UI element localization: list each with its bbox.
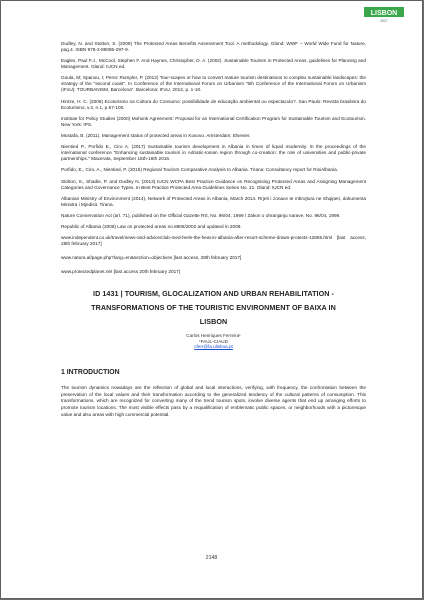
web-reference-item: www.natura.al/page.php?lang=en&section=objectives [last access, 28th february 2017]	[61, 255, 242, 261]
paper-title-line: TRANSFORMATIONS OF THE TOURISTIC ENVIRONMENT OF BAIXA IN	[91, 303, 336, 313]
logo-subtext: 2017	[380, 19, 388, 23]
document-page	[1, 1, 422, 598]
reference-list	[61, 41, 366, 275]
section-heading: 1 INTRODUCTION	[61, 369, 120, 377]
web-reference-item: www.protectedplanet.net [last access 20th february 2017]	[61, 269, 181, 275]
reference-item: Stolton, S., Shadie, P. and Dudley N. (2013) IUCN WCPA Best Practice Guidance on Recognising Protected Areas and Assigning Management Categories and Governance Types. In Best Practice Protected Area Guidelines Series No. 21. Gland: IUCN ed.	[61, 178, 366, 190]
logo-text: LISBON	[370, 10, 398, 17]
reference-item: Albanian Ministry of Environment (2014), Network of Protected Areas in Albania, March 2014. Rrjeti i zonace te mbrojtura ne Shqiperi, dokumenta Ministra i Mjedisit. Tirana.	[61, 195, 366, 207]
reference-item: Republic of Albania (2008) Law on protected areas no.8906/2002 and updated in 2008.	[61, 224, 242, 230]
author-affiliation: ¹FAUL-CIAUD	[199, 338, 228, 344]
page-number: 2148	[205, 555, 218, 561]
section-body-text: The tourism dynamics nowadays are the reflection of global and local interactions, verifying, with frequency, the confrontation between the preservation of the local values and their transformation according to the generalized tendency of the cultural patterns of consumption. This transformations, which are recognized for converting many of the trend tourism spots, involve diverse agents that end up arranging efforts to promote tourism locations. The most visible effects pass by a requalification of emblematic public spaces, or neighborhoods with a picturesque value and also areas with high commercial potential.	[61, 385, 366, 417]
paper-title	[61, 287, 366, 329]
reference-item: Goula, M; Spanou, I; Perez Rumpler, P. (2012) Tour-scapes or how to convert mature tourism destinations to complex sustainable landscapes: the strategy of the "second coast". In Conference of the International Forum on Urbanism "6th Conference of the International Forum on Urbanism (IFoU): TOURBANISM, Barcelona". Barcelona: IFoU, 2012, p. 1-10.	[61, 75, 366, 93]
reference-item: Nientied P., Porfido E., Ciro A. (2017) Sustainable tourism development in Albania in times of liquid modernity. In the proceedings of the international conference "Enhancing sustainable tourism in Adriatic-Ionian region through co-creation: the role of universities and public-private partnerships." Macerata, September 15th-16th 2016.	[61, 144, 366, 162]
paper-title-line: LISBON	[199, 317, 228, 327]
web-reference-item: www.independent.co.uk/travel/news-and-advice/club-med-feels-the-heat-in-albania-after-resort-scheme-draws-protests-12865.html [last access, 28th february 2017]	[61, 235, 366, 247]
reference-item: Dudley, N. and Stolton, S. (2009) The Protected Areas Benefits Assessment Tool. A methodology. Gland: WWF – World Wide Fund for Nature, pag.4. ISBN 978-2-88085-297-9.	[61, 41, 366, 52]
author-name: Carlos Henriques Ferreira¹	[186, 333, 241, 339]
paper-title-line: ID 1431 | TOURISM, GLOCALIZATION AND URBAN REHABILITATION -	[93, 289, 334, 299]
conference-logo	[354, 7, 418, 29]
reference-item: Mustafa, B. (2011). Management status of protected areas in Kosovo. Amsterdam: Elsevier.	[61, 132, 251, 138]
reference-item: Hintze, H. C. (2008) Ecoturismo na Cultura do Consumo: possibilidade de educação ambiental ou espectaculo?. Sao Paulo: Revista brasileira do Ecoturismo, v.2, n.1, p.57-100.	[61, 98, 366, 110]
reference-item: Nature Conservation Act (art. 71), published on the Official Gazette RS, No. 96/04, 1999 / Zakon o ohranjanju narave, No. 96/04, 1999.	[61, 212, 341, 218]
reference-item: Porfido, E., Ciro, A., Nientied, P. (2016) Regional Tourism Comparative Analysis In Albania. Tirana: Consultancy report for RisiAlbania.	[61, 167, 339, 173]
author-email-link[interactable]: cferr@fa.ulisboa.pt	[194, 344, 233, 350]
page-content	[61, 41, 366, 423]
reference-item: Institute for Policy Studies (2000) Mohonk Agreement: Proposal for an International Certification Program for Sustainable Tourism and Ecotourism. New York: IPS.	[61, 115, 366, 127]
reference-item: Eagles, Paul F.J., McCool, Stephen F. And Haynes, Christopher, D. A. (2002). Sustainable Tourism in Protected Areas, guidelines for Planning and Management. Gland: IUCN ed.	[61, 58, 366, 70]
